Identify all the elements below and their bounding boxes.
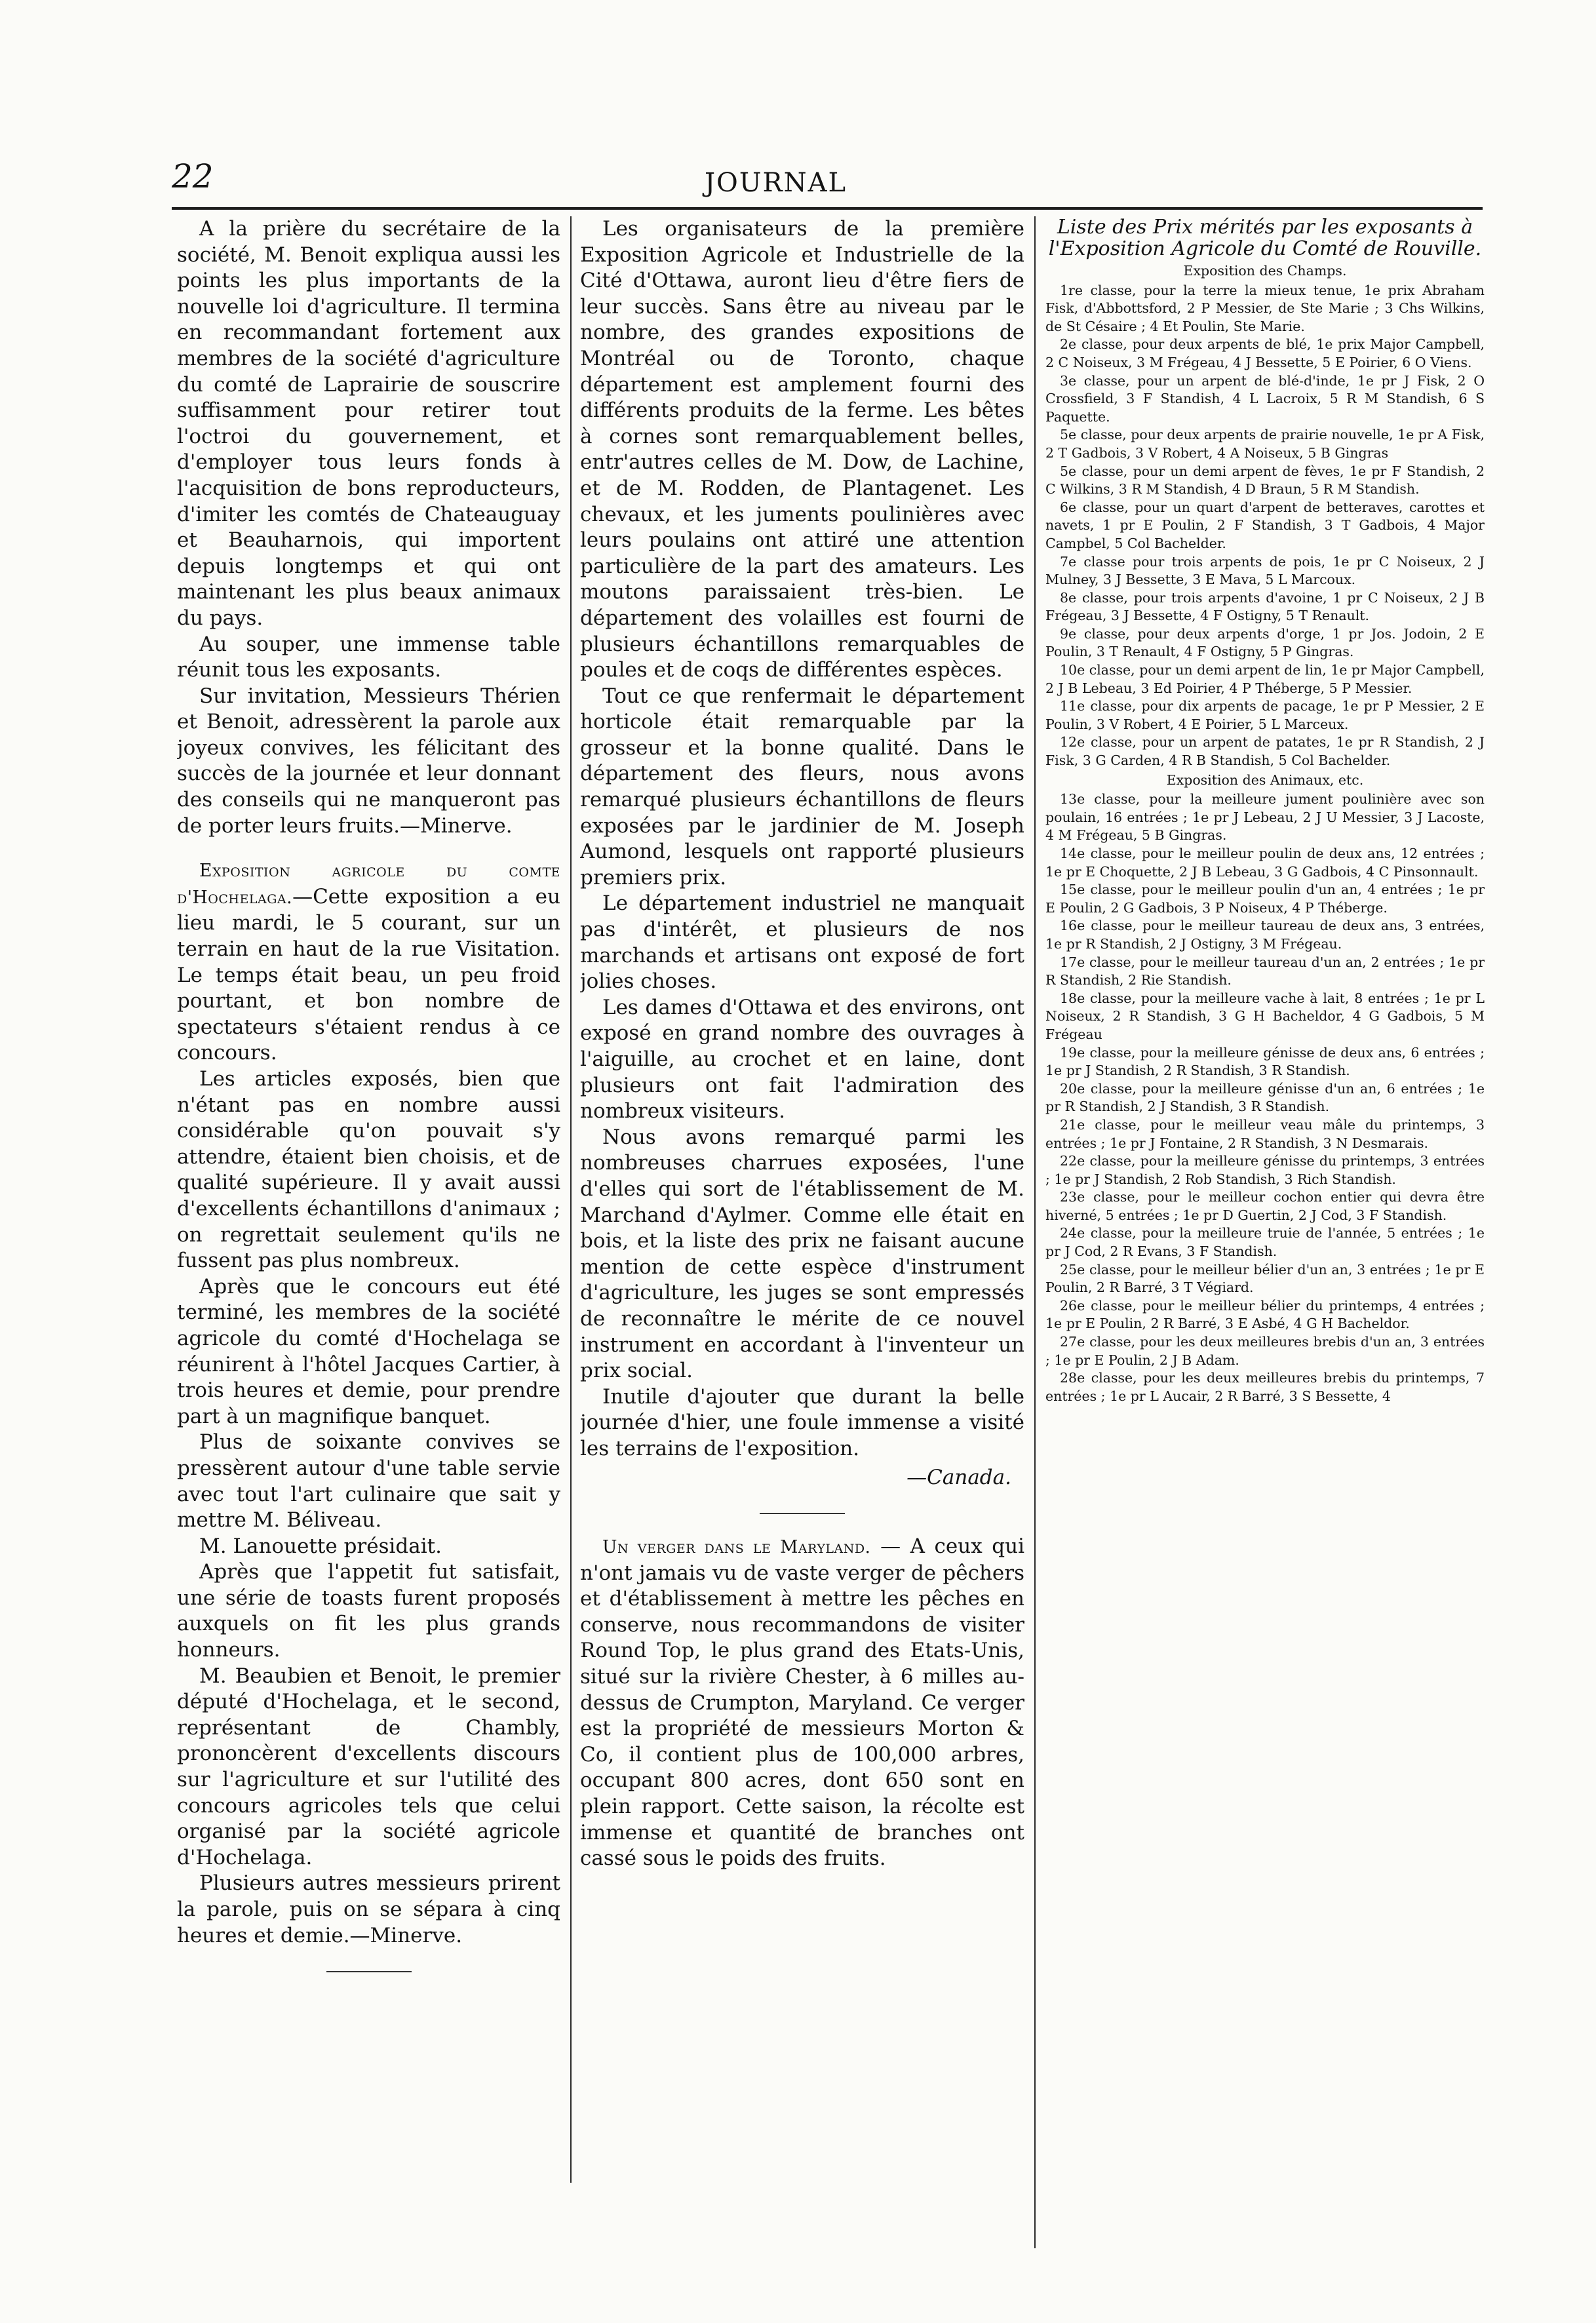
prize-entry: 5e classe, pour deux arpents de prairie nouvelle, 1e pr A Fisk, 2 T Gadbois, 3 V Robert, 4 A Noiseux, 5 B Gingras (1045, 427, 1485, 461)
paragraph: Les organisateurs de la première Exposition Agricole et Industrielle de la Cité d'Ottawa, auront lieu d'être fiers de leur succès. Sans être au niveau par le nombre, des grandes expositions de Montréal ou de Toronto, chaque département est amplement fourni des différents produits de la ferme. Les bêtes à cornes sont remarquablement belles, entr'autres celles de M. Dow, de Lachine, et de M. Rodden, de Plantagenet. Les chevaux, et les juments poulinières avec leurs poulains ont attiré une attention particulière de la part des amateurs. Les moutons paraissaient très-bien. Le département des volailles est fourni de plusieurs échantillons remarquables de poules et de coqs de différentes espèces. (580, 217, 1024, 682)
prize-entry: 9e classe, pour deux arpents d'orge, 1 pr Jos. Jodoin, 2 E Poulin, 3 T Renault, 4 F Ostigny, 5 P Gingras. (1045, 625, 1485, 660)
prize-entry: 3e classe, pour un arpent de blé-d'inde, 1e pr J Fisk, 2 O Crossfield, 3 F Standish, 4 L Lacroix, 5 R M Standish, 6 S Paquette. (1045, 372, 1485, 425)
column-3 (1045, 216, 1485, 2248)
paragraph: Après que l'appetit fut satisfait, une série de toasts furent proposés auxquels on fit les plus grands honneurs. (177, 1560, 560, 1662)
prize-entry: 27e classe, pour les deux meilleures brebis d'un an, 3 entrées ; 1e pr E Poulin, 2 J B Adam. (1045, 1334, 1485, 1368)
prize-entry: 24e classe, pour la meilleure truie de l'année, 5 entrées ; 1e pr J Cod, 2 R Evans, 3 F Standish. (1045, 1225, 1485, 1260)
column-divider (570, 216, 572, 2183)
prize-entry: 21e classe, pour le meilleur veau mâle du printemps, 3 entrées ; 1e pr J Fontaine, 2 R Standish, 3 N Desmarais. (1045, 1116, 1485, 1151)
header-rule (172, 207, 1483, 210)
prize-list-animals (1045, 791, 1485, 1405)
prize-entry: 17e classe, pour le meilleur taureau d'un an, 2 entrées ; 1e pr R Standish, 2 Rie Standish. (1045, 954, 1485, 988)
prize-entry: 26e classe, pour le meilleur bélier du printemps, 4 entrées ; 1e pr E Poulin, 2 R Barré, 3 E Asbé, 4 G H Bacheldor. (1045, 1297, 1485, 1332)
prize-entry: 7e classe pour trois arpents de pois, 1e pr C Noiseux, 2 J Mulney, 3 J Bessette, 3 E Mava, 5 L Marcoux. (1045, 553, 1485, 588)
prize-entry: 8e classe, pour trois arpents d'avoine, 1 pr C Noiseux, 2 J B Frégeau, 3 J Bessette, 4 F Ostigny, 5 T Renault. (1045, 589, 1485, 624)
prize-entry: 20e classe, pour la meilleure génisse d'un an, 6 entrées ; 1e pr R Standish, 2 J Standish, 3 R Standish. (1045, 1080, 1485, 1115)
prize-entry: 5e classe, pour un demi arpent de fèves, 1e pr F Standish, 2 C Wilkins, 3 R M Standish, 4 D Braun, 5 R M Standish. (1045, 463, 1485, 498)
article-heading: Exposition agricole du comte d'Hochelaga. (177, 861, 560, 908)
page-number: 22 (172, 157, 214, 195)
prize-entry: 18e classe, pour la meilleure vache à lait, 8 entrées ; 1e pr L Noiseux, 2 R Standish, 3 G H Bacheldor, 4 G Gadbois, 5 M Frégeau (1045, 990, 1485, 1042)
paragraph: Les dames d'Ottawa et des environs, ont exposé en grand nombre des ouvrages à l'aiguille, au crochet et en laine, dont plusieurs ont fait l'admiration des nombreux visiteurs. (580, 995, 1024, 1123)
section-heading: Exposition des Animaux, etc. (1166, 771, 1364, 788)
attribution: —Canada. (906, 1465, 1011, 1489)
paragraph: Au souper, une immense table réunit tous les exposants. (177, 632, 560, 682)
prize-list-title: Liste des Prix mérités par les exposants à l'Exposition Agricole du Comté de Rouville. (1048, 216, 1482, 260)
paragraph: M. Lanouette présidait. (199, 1534, 442, 1558)
column-1 (177, 216, 560, 2183)
paragraph: Plusieurs autres messieurs prirent la parole, puis on se sépara à cinq heures et demie.—Minerve. (177, 1871, 560, 1947)
paragraph: Les articles exposés, bien que n'étant pas en nombre aussi considérable qu'on pouvait s'y attendre, étaient bien choisis, et de qualité supérieure. Il y avait aussi d'excellents échantillons d'animaux ; on regrettait seulement qu'ils ne fussent pas plus nombreux. (177, 1067, 560, 1273)
paragraph: Sur invitation, Messieurs Thérien et Benoit, adressèrent la parole aux joyeux convives, les félicitant des succès de la journée et leur donnant des conseils qui ne manqueront pas de porter leurs fruits.—Minerve. (177, 684, 560, 838)
section-heading: Exposition des Champs. (1183, 263, 1347, 279)
prize-entry: 28e classe, pour les deux meilleures brebis du printemps, 7 entrées ; 1e pr L Aucair, 2 R Barré, 3 S Bessette, 4 (1045, 1370, 1485, 1404)
paragraph: —Cette exposition a eu lieu mardi, le 5 courant, sur un terrain en haut de la rue Visitation. Le temps était beau, un peu froid pourtant, et bon nombre de spectateurs s'étaient rendus à ce concours. (177, 884, 560, 1065)
prize-entry: 1re classe, pour la terre la mieux tenue, 1e prix Abraham Fisk, d'Abbottsford, 2 P Messier, de Ste Marie ; 3 Chs Wilkins, de St Césaire ; 4 Et Poulin, Ste Marie. (1045, 282, 1485, 334)
prize-entry: 14e classe, pour le meilleur poulin de deux ans, 12 entrées ; 1e pr E Choquette, 2 J B Lebeau, 3 G Gadbois, 4 C Pinsonnault. (1045, 846, 1485, 880)
paragraph: Nous avons remarqué parmi les nombreuses charrues exposées, l'une d'elles qui sort de l'établissement de M. Marchand d'Aylmer. Comme elle était en bois, et la liste des prix ne faisant aucune mention de cette espèce d'instrument d'agriculture, les juges se sont empressés de reconnaître le mérite de ce nouvel instrument en accordant à l'inventeur un prix social. (580, 1125, 1024, 1383)
prize-entry: 22e classe, pour la meilleure génisse du printemps, 3 entrées ; 1e pr J Standish, 2 Rob Standish, 3 Rich Standish. (1045, 1153, 1485, 1187)
paragraph: Tout ce que renfermait le département horticole était remarquable par la grosseur et la bonne qualité. Dans le département des fleurs, nous avons remarqué plusieurs échantillons de fleurs exposées par le jardinier de M. Joseph Aumond, lesquels ont rapporté plusieurs premiers prix. (580, 684, 1024, 889)
prize-entry: 16e classe, pour le meilleur taureau de deux ans, 3 entrées, 1e pr R Standish, 2 J Ostigny, 3 M Frégeau. (1045, 918, 1485, 952)
prize-entry: 15e classe, pour le meilleur poulin d'un an, 4 entrées ; 1e pr E Poulin, 2 G Gadbois, 3 P Noiseux, 4 P Théberge. (1045, 882, 1485, 916)
paragraph: — A ceux qui n'ont jamais vu de vaste verger de pêchers et d'établissement à mettre les pêches en conserve, nous recommandons de visiter Round Top, le plus grand des Etats-Unis, situé sur la rivière Chester, à 6 milles au-dessus de Crumpton, Maryland. Ce verger est la propriété de messieurs Morton & Co, il contient plus de 100,000 arbres, occupant 800 acres, dont 650 sont en plein rapport. Cette saison, la récolte est immense et quantité de branches ont cassé sous le poids des fruits. (580, 1534, 1024, 1871)
article-separator (326, 1971, 412, 1972)
column-divider (1034, 216, 1036, 2248)
prize-list-fields (1045, 282, 1485, 770)
prize-entry: 23e classe, pour le meilleur cochon entier qui devra être hiverné, 5 entrées ; 1e pr D Guertin, 2 J Cod, 3 F Standish. (1045, 1189, 1485, 1223)
paragraph: Inutile d'ajouter que durant la belle journée d'hier, une foule immense a visité les terrains de l'exposition. (580, 1384, 1024, 1460)
paragraph: A la prière du secrétaire de la société, M. Benoit expliqua aussi les points les plus importants de la nouvelle loi d'agriculture. Il termina en recommandant fortement aux membres de la société d'agriculture du comté de Laprairie de souscrire suffisamment pour retirer tout l'octroi du gouvernement, et d'employer tous leurs fonds à l'acquisition de bons reproducteurs, d'imiter les comtés de Chateauguay et Beauharnois, qui importent depuis longtemps et qui ont maintenant les plus beaux animaux du pays. (177, 217, 560, 630)
prize-entry: 25e classe, pour le meilleur bélier d'un an, 3 entrées ; 1e pr E Poulin, 2 R Barré, 3 T Végiard. (1045, 1261, 1485, 1296)
article-separator (760, 1513, 845, 1514)
running-title: JOURNAL (705, 168, 847, 198)
paragraph: M. Beaubien et Benoit, le premier député d'Hochelaga, et le second, représentant de Chambly, prononcèrent d'excellents discours sur l'agriculture et sur l'utilité des concours agricoles tels que celui organisé par la société agricole d'Hochelaga. (177, 1664, 560, 1869)
prize-entry: 12e classe, pour un arpent de patates, 1e pr R Standish, 2 J Fisk, 3 G Carden, 4 R B Standish, 5 Col Bachelder. (1045, 734, 1485, 769)
article-lead (580, 1534, 1024, 1872)
prize-entry: 10e classe, pour un demi arpent de lin, 1e pr Major Campbell, 2 J B Lebeau, 3 Ed Poirier, 4 P Théberge, 5 P Messier. (1045, 662, 1485, 696)
prize-entry: 19e classe, pour la meilleure génisse de deux ans, 6 entrées ; 1e pr J Standish, 2 R Standish, 3 R Standish. (1045, 1044, 1485, 1079)
prize-entry: 6e classe, pour un quart d'arpent de betteraves, carottes et navets, 1 pr E Poulin, 2 F Standish, 3 T Gadbois, 4 Major Campbel, 5 Col Bachelder. (1045, 499, 1485, 551)
spacer (177, 839, 560, 857)
article-lead (177, 857, 560, 1066)
paragraph: Plus de soixante convives se pressèrent autour d'une table servie avec tout l'art culinaire que sait y mettre M. Béliveau. (177, 1430, 560, 1532)
prize-entry: 13e classe, pour la meilleure jument poulinière avec son poulain, 16 entrées ; 1e pr J Lebeau, 2 J U Messier, 3 J Lacoste, 4 M Frégeau, 5 B Gingras. (1045, 791, 1485, 844)
column-2 (580, 216, 1024, 2183)
paragraph: Le département industriel ne manquait pas d'intérêt, et plusieurs de nos marchands et artisans ont exposé de fort jolies choses. (580, 891, 1024, 994)
article-heading: Un verger dans le Maryland. (602, 1537, 871, 1558)
prize-entry: 2e classe, pour deux arpents de blé, 1e prix Major Campbell, 2 C Noiseux, 3 M Frégeau, 4 J Bessette, 5 E Poirier, 6 O Viens. (1045, 336, 1485, 370)
prize-entry: 11e classe, pour dix arpents de pacage, 1e pr P Messier, 2 E Poulin, 3 V Robert, 4 E Poirier, 5 L Marceux. (1045, 698, 1485, 732)
paragraph: Après que le concours eut été terminé, les membres de la société agricole du comté d'Hochelaga se réunirent à l'hôtel Jacques Cartier, à trois heures et demie, pour prendre part à un magnifique banquet. (177, 1274, 560, 1428)
